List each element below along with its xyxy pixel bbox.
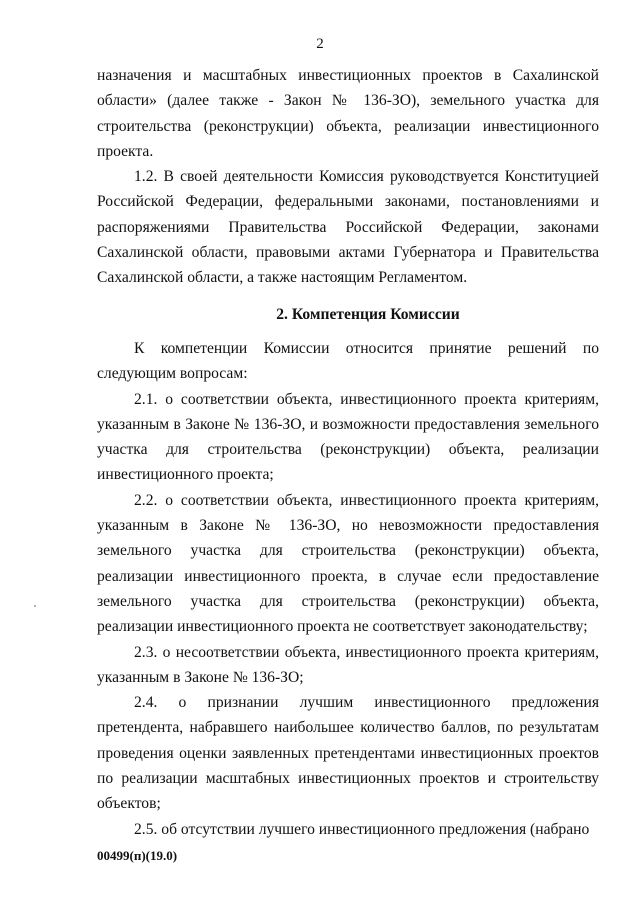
list-item-2-5: 2.5. об отсутствии лучшего инвестиционного предложения (набрано — [134, 820, 590, 838]
list-item-2-1: 2.1. о соответствии объекта, инвестиционного проекта критериям, указанным в Законе № 136-ЗО, и возможности предоставления земельного участка для строительства (реконструкции) объекта, реализации инвестиционного проекта; — [97, 390, 599, 484]
list-item-2-3: 2.3. о несоответствии объекта, инвестиционного проекта критериям, указанным в Законе № 136-ЗО; — [97, 643, 599, 686]
paragraph-intro: назначения и масштабных инвестиционных проектов в Сахалинской области» (далее также - Закон № 136-ЗО), земельного участка для строительства (реконструкции) объекта, реализации инвестиционного проекта. — [97, 67, 599, 160]
paragraph-competence: К компетенции Комиссии относится принятие решений по следующим вопросам: — [97, 339, 599, 383]
section-heading: 2. Компетенция Комиссии — [276, 305, 460, 323]
page-number: 2 — [316, 36, 324, 52]
document-body — [97, 63, 599, 842]
paragraph-1-2: 1.2. В своей деятельности Комиссия руководствуется Конституцией Российской Федерации, федеральными законами, постановлениями и распоряжениями Правительства Российской Федерации, законами Сахалинской области, правовыми актами Губернатора и Правительства Сахалинской области, а также настоящим Регламентом. — [97, 168, 599, 287]
list-item-2-4: 2.4. о признании лучшим инвестиционного предложения претендента, набравшего наибольшее количество баллов, по результатам проведения оценки заявленных претендентами инвестиционных проектов по реализации масштабных инвестиционных проектов и строительству объектов; — [97, 694, 599, 813]
document-code: 00499(п)(19.0) — [97, 848, 178, 863]
list-item-2-2: 2.2. о соответствии объекта, инвестиционного проекта критериям, указанным в Законе № 136-ЗО, но невозможности предоставления земельного участка для строительства (реконструкции) объекта, реализации инвестиционного проекта, в случае если предоставление земельного участка для строительства (реконструкции) объекта, реализации инвестиционного проекта не соответствует законодательству; — [97, 491, 599, 636]
scan-speck — [34, 605, 36, 607]
